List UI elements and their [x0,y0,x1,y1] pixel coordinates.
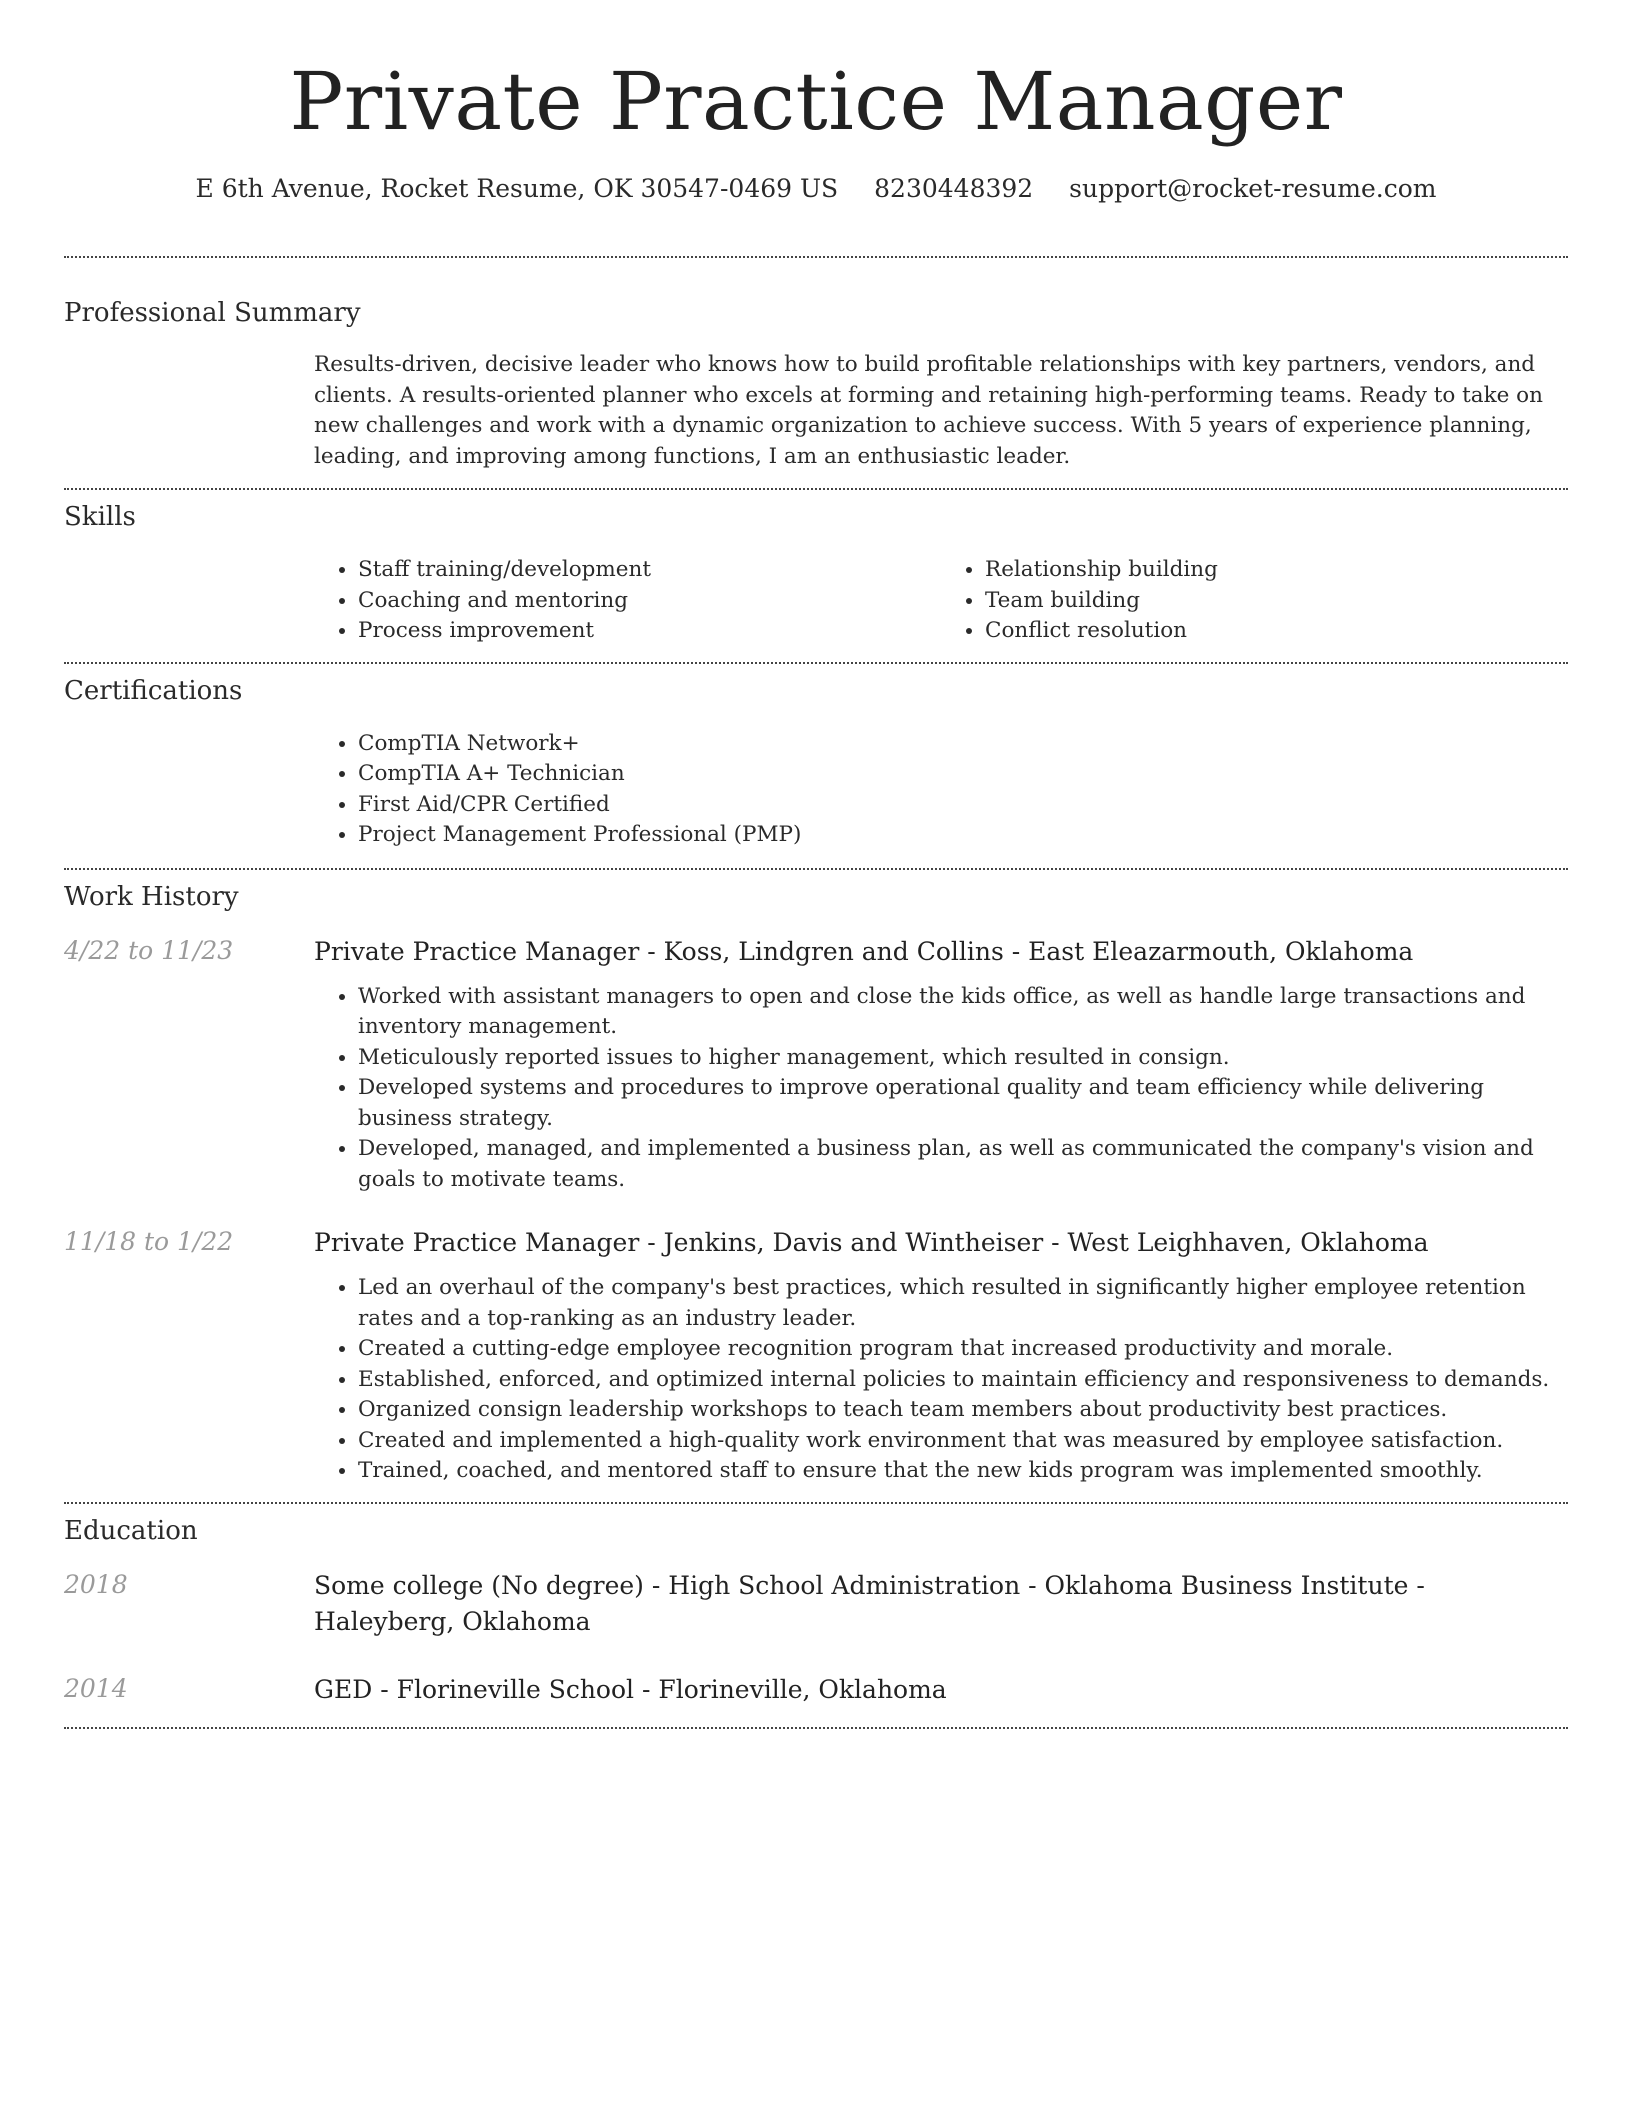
skill-item: • Staff training/development [358,555,941,586]
contact-phone: 8230448392 [874,174,1034,203]
education-year: 2014 [64,1673,128,1703]
job-bullet: • Developed systems and procedures to improve operational quality and team efficiency while delivering business strategy. [358,1073,1568,1134]
divider [64,868,1568,870]
certification-item: • CompTIA A+ Technician [358,759,1568,790]
contact-line [64,172,1568,206]
certification-item: • CompTIA Network+ [358,729,1568,760]
job-heading: Private Practice Manager - Koss, Lindgren and Collins - East Eleazarmouth, Oklahoma [314,936,1414,966]
skill-item: • Coaching and mentoring [358,586,941,617]
divider [64,662,1568,664]
education-heading: GED - Florineville School - Florineville, Oklahoma [314,1674,947,1704]
job-bullet: • Led an overhaul of the company's best practices, which resulted in significantly higher employee retention rates and a top-ranking as an industry leader. [358,1273,1568,1334]
divider [64,1727,1568,1729]
certifications-list [314,729,1568,851]
job-dates: 4/22 to 11/23 [64,935,234,965]
job-bullet: • Created a cutting-edge employee recognition program that increased productivity and morale. [358,1334,1568,1365]
candidate-name: Private Practice Manager [289,55,1343,148]
work-history-section [64,880,1568,1487]
education-year: 2018 [64,1569,128,1599]
skills-list-left [314,555,941,647]
job-bullet: • Developed, managed, and implemented a business plan, as well as communicated the company's vision and goals to motivate teams. [358,1134,1568,1195]
summary-section [64,296,1568,472]
skill-item: • Process improvement [358,616,941,647]
certification-item: • Project Management Professional (PMP) [358,820,1568,851]
job-bullet: • Worked with assistant managers to open and close the kids office, as well as handle large transactions and inventory management. [358,982,1568,1043]
education-entry [64,1568,1568,1640]
skill-item: • Conflict resolution [985,616,1568,647]
education-heading: Some college (No degree) - High School Administration - Oklahoma Business Institute - Haleyberg, Oklahoma [314,1570,1425,1636]
section-title-skills: Skills [64,502,136,532]
job-entry [64,1225,1568,1487]
skills-list-right [941,555,1568,647]
education-entry [64,1672,1568,1708]
section-title-education: Education [64,1515,198,1546]
job-bullet: • Created and implemented a high-quality work environment that was measured by employee satisfaction. [358,1426,1568,1457]
job-bullet: • Established, enforced, and optimized internal policies to maintain efficiency and responsiveness to demands. [358,1365,1568,1396]
job-bullet: • Organized consign leadership workshops to teach team members about productivity best practices. [358,1395,1568,1426]
job-bullets [314,1273,1568,1487]
skill-item: • Team building [985,586,1568,617]
section-title-summary: Professional Summary [64,298,361,328]
job-entry [64,934,1568,1196]
skills-grid [314,555,1568,647]
education-section [64,1514,1568,1708]
contact-email: support@rocket-resume.com [1069,174,1437,203]
section-title-certifications: Certifications [64,675,243,706]
skill-item: • Relationship building [985,555,1568,586]
job-bullet: • Meticulously reported issues to higher management, which resulted in consign. [358,1043,1568,1074]
job-dates: 11/18 to 1/22 [64,1227,234,1256]
section-title-work-history: Work History [64,881,239,912]
certification-item: • First Aid/CPR Certified [358,790,1568,821]
job-bullet: • Trained, coached, and mentored staff to ensure that the new kids program was implemented smoothly. [358,1456,1568,1487]
divider [64,256,1568,258]
summary-text: Results-driven, decisive leader who knows how to build profitable relationships with key partners, vendors, and clients. A results-oriented planner who excels at forming and retaining high-performing teams. Ready to take on new challenges and work with a dynamic organization to achieve success. With 5 years of experience planning, leading, and improving among functions, I am an enthusiastic leader. [314,352,1543,469]
divider [64,488,1568,490]
contact-address: E 6th Avenue, Rocket Resume, OK 30547-0469 US [195,174,839,203]
divider [64,1502,1568,1504]
skills-section [64,500,1568,647]
job-bullets [314,982,1568,1196]
resume-page [64,0,1568,1729]
certifications-section [64,674,1568,851]
job-heading: Private Practice Manager - Jenkins, Davis and Wintheiser - West Leighhaven, Oklahoma [314,1228,1429,1257]
